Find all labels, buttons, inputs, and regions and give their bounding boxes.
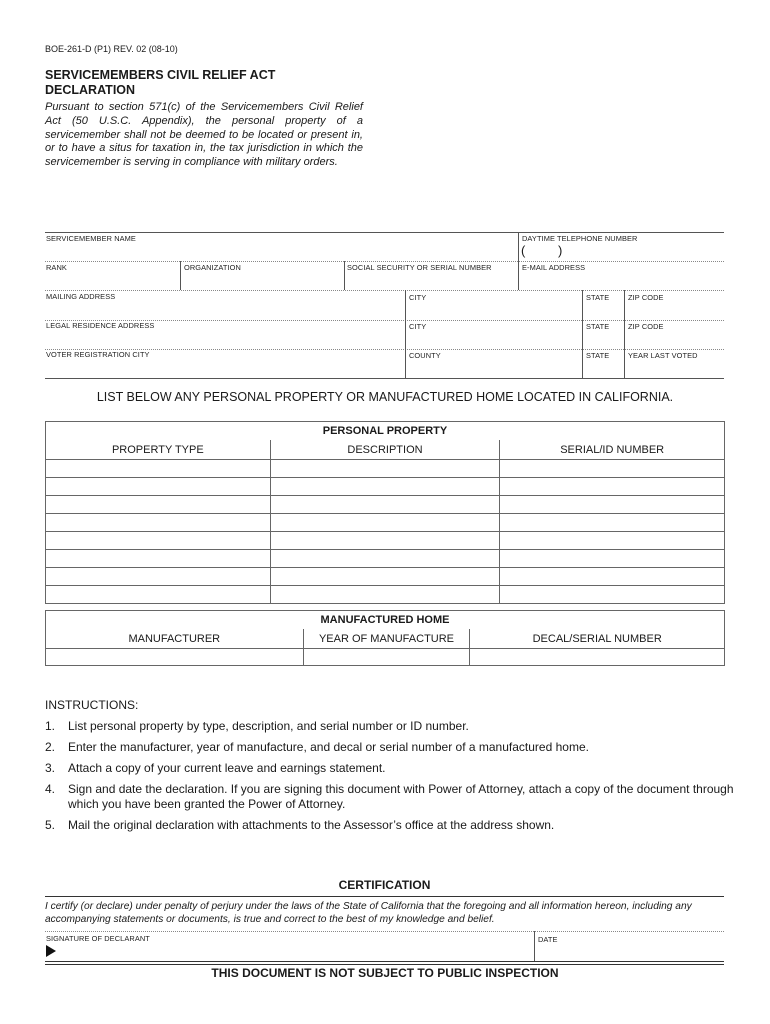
- list-heading: LIST BELOW ANY PERSONAL PROPERTY OR MANUFACTURED HOME LOCATED IN CALIFORNIA.: [96, 390, 674, 404]
- personal-property-cell[interactable]: [500, 496, 725, 514]
- instructions-list: [45, 719, 735, 833]
- col-year-of-manufacture: YEAR OF MANUFACTURE: [303, 629, 470, 649]
- personal-property-cell[interactable]: [270, 496, 500, 514]
- voter-state-label: STATE: [586, 351, 610, 360]
- personal-property-row: [46, 496, 725, 514]
- phone-close-paren: ): [558, 243, 563, 258]
- instruction-number: 3.: [45, 761, 56, 775]
- grid-bottom-rule: [45, 378, 724, 379]
- personal-property-cell[interactable]: [270, 478, 500, 496]
- manufactured-home-cell[interactable]: [303, 649, 470, 666]
- personal-property-title: PERSONAL PROPERTY: [46, 422, 725, 441]
- year-last-voted-label: YEAR LAST VOTED: [628, 351, 698, 360]
- residence-city-label: CITY: [409, 322, 427, 331]
- grid-divider: [624, 290, 625, 378]
- certification-rule: [45, 896, 724, 897]
- grid-divider: [518, 232, 519, 290]
- instruction-item: [45, 740, 735, 755]
- form-title: [45, 68, 375, 98]
- instruction-item: [45, 719, 735, 734]
- personal-property-cell[interactable]: [270, 550, 500, 568]
- daytime-phone-label: DAYTIME TELEPHONE NUMBER: [522, 234, 638, 243]
- grid-row-rule: [45, 290, 724, 291]
- instruction-number: 1.: [45, 719, 56, 733]
- personal-property-cell[interactable]: [46, 568, 271, 586]
- personal-property-row: [46, 550, 725, 568]
- form-number: BOE-261-D (P1) REV. 02 (08-10): [45, 44, 178, 54]
- date-field[interactable]: [535, 948, 724, 961]
- organization-label: ORGANIZATION: [184, 263, 241, 272]
- grid-divider: [582, 290, 583, 378]
- certification-title: CERTIFICATION: [338, 878, 431, 892]
- form-title-line2: DECLARATION: [45, 83, 136, 97]
- personal-property-cell[interactable]: [500, 550, 725, 568]
- instruction-text: Enter the manufacturer, year of manufacture, and decal or serial number of a manufactured home.: [68, 740, 589, 754]
- personal-property-cell[interactable]: [46, 586, 271, 604]
- county-label: COUNTY: [409, 351, 441, 360]
- servicemember-name-label: SERVICEMEMBER NAME: [46, 234, 136, 243]
- manufactured-home-row: [46, 649, 725, 666]
- date-label: DATE: [538, 935, 558, 944]
- mailing-city-label: CITY: [409, 293, 427, 302]
- personal-property-row: [46, 478, 725, 496]
- personal-property-cell[interactable]: [46, 532, 271, 550]
- instruction-item: [45, 782, 735, 812]
- bottom-rule: [45, 961, 724, 962]
- instruction-text: List personal property by type, description, and serial number or ID number.: [68, 719, 469, 733]
- instruction-text: Attach a copy of your current leave and earnings statement.: [68, 761, 386, 775]
- grid-divider: [405, 290, 406, 378]
- instruction-text: Mail the original declaration with attachments to the Assessor’s office at the address shown.: [68, 818, 555, 832]
- instructions-heading: INSTRUCTIONS:: [45, 698, 139, 712]
- personal-property-cell[interactable]: [270, 586, 500, 604]
- personal-property-cell[interactable]: [270, 568, 500, 586]
- signature-top-rule: [45, 931, 724, 932]
- manufactured-home-title: MANUFACTURED HOME: [46, 611, 725, 630]
- grid-top-rule: [45, 232, 724, 233]
- mailing-zip-label: ZIP CODE: [628, 293, 664, 302]
- col-description: DESCRIPTION: [270, 440, 500, 460]
- instruction-item: [45, 761, 735, 776]
- col-property-type: PROPERTY TYPE: [46, 440, 271, 460]
- personal-property-cell[interactable]: [46, 496, 271, 514]
- instruction-number: 5.: [45, 818, 56, 832]
- rank-label: RANK: [46, 263, 67, 272]
- signature-label: SIGNATURE OF DECLARANT: [46, 934, 150, 943]
- residence-zip-label: ZIP CODE: [628, 322, 664, 331]
- instruction-number: 2.: [45, 740, 56, 754]
- personal-property-cell[interactable]: [500, 514, 725, 532]
- personal-property-row: [46, 568, 725, 586]
- ssn-label: SOCIAL SECURITY OR SERIAL NUMBER: [347, 263, 492, 272]
- personal-property-cell[interactable]: [500, 532, 725, 550]
- personal-property-row: [46, 532, 725, 550]
- personal-property-cell[interactable]: [500, 586, 725, 604]
- voter-city-label: VOTER REGISTRATION CITY: [46, 350, 150, 359]
- grid-divider: [180, 261, 181, 290]
- personal-property-cell[interactable]: [500, 460, 725, 478]
- personal-property-cell[interactable]: [46, 514, 271, 532]
- personal-property-cell[interactable]: [270, 532, 500, 550]
- col-decal-serial: DECAL/SERIAL NUMBER: [470, 629, 725, 649]
- personal-property-row: [46, 460, 725, 478]
- personal-property-row: [46, 586, 725, 604]
- residence-state-label: STATE: [586, 322, 610, 331]
- certification-statement: I certify (or declare) under penalty of perjury under the laws of the State of California that the foregoing and all information hereon, including any accompanying statements or documents, is true and correct to the best of my knowledge and belief.: [45, 901, 692, 925]
- personal-property-row: [46, 514, 725, 532]
- intro-paragraph: Pursuant to section 571(c) of the Servicemembers Civil Relief Act (50 U.S.C. Appendix), the personal property of a servicemember shall not be deemed to be located or present in, or to have a situs for taxation in, the tax jurisdiction in which the servicemember is serving in compliance with military orders.: [45, 101, 363, 169]
- manufactured-home-cell[interactable]: [46, 649, 304, 666]
- personal-property-cell[interactable]: [270, 460, 500, 478]
- personal-property-cell[interactable]: [500, 478, 725, 496]
- col-serial-id: SERIAL/ID NUMBER: [500, 440, 725, 460]
- form-title-line1: SERVICEMEMBERS CIVIL RELIEF ACT: [45, 68, 276, 82]
- personal-property-cell[interactable]: [500, 568, 725, 586]
- legal-residence-label: LEGAL RESIDENCE ADDRESS: [46, 321, 155, 330]
- footer-notice: THIS DOCUMENT IS NOT SUBJECT TO PUBLIC INSPECTION: [211, 966, 559, 980]
- signature-field[interactable]: [45, 948, 534, 961]
- bottom-rule-2: [45, 964, 724, 965]
- personal-property-cell[interactable]: [46, 460, 271, 478]
- instruction-number: 4.: [45, 782, 56, 796]
- instruction-text: Sign and date the declaration. If you are signing this document with Power of Attorney, attach a copy of the document through which you have been granted the Power of Attorney.: [68, 782, 734, 811]
- grid-row-rule: [45, 261, 724, 262]
- phone-open-paren: (: [521, 243, 526, 258]
- personal-property-table: [45, 421, 725, 604]
- manufactured-home-cell[interactable]: [470, 649, 725, 666]
- grid-divider: [344, 261, 345, 290]
- instruction-item: [45, 818, 735, 833]
- email-label: E-MAIL ADDRESS: [522, 263, 586, 272]
- personal-property-cell[interactable]: [270, 514, 500, 532]
- mailing-state-label: STATE: [586, 293, 610, 302]
- instructions: [45, 698, 735, 839]
- manufactured-home-table: [45, 610, 725, 666]
- mailing-address-label: MAILING ADDRESS: [46, 292, 116, 301]
- col-manufacturer: MANUFACTURER: [46, 629, 304, 649]
- personal-property-cell[interactable]: [46, 478, 271, 496]
- personal-property-cell[interactable]: [46, 550, 271, 568]
